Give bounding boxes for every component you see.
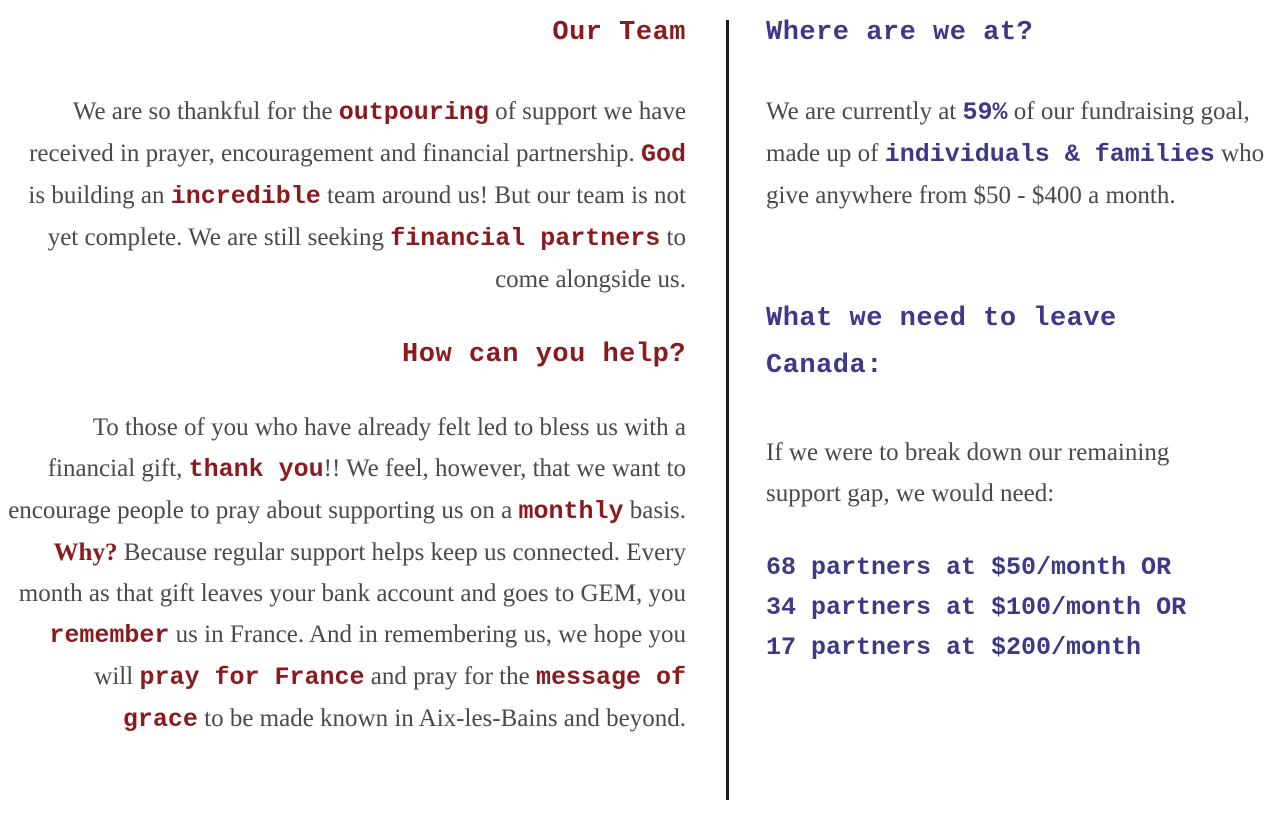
highlight-god: God	[640, 140, 686, 169]
where-are-we-at-heading: Where are we at?	[766, 18, 1034, 48]
right-column	[766, 18, 1276, 668]
partner-needs-list	[766, 548, 1276, 668]
our-team-paragraph: We are so thankful for the outpouring of support we have received in prayer, encouragement and financial partnership. God is building an incredible team around us! But our team is not yet complete. We are still seeking financial partners to come alongside us.	[28, 98, 686, 293]
where-are-we-at-paragraph: We are currently at 59% of our fundraising goal, made up of individuals & families who give anywhere from $50 - $400 a month.	[766, 98, 1265, 209]
how-can-you-help-heading: How can you help?	[402, 340, 686, 370]
partner-need-line: 17 partners at $200/month	[766, 633, 1142, 662]
highlight-monthly: monthly	[518, 497, 624, 526]
highlight-59-percent: 59%	[962, 98, 1008, 127]
highlight-outpouring: outpouring	[338, 98, 489, 127]
column-divider	[726, 20, 729, 800]
highlight-individuals-families: individuals & families	[884, 140, 1215, 169]
highlight-financial-partners: financial partners	[390, 224, 661, 253]
highlight-thank-you: thank you	[188, 455, 324, 484]
highlight-why: Why?	[53, 539, 118, 566]
highlight-incredible: incredible	[170, 182, 321, 211]
partner-need-line: 68 partners at $50/month OR	[766, 553, 1172, 582]
highlight-remember: remember	[49, 621, 170, 650]
what-we-need-intro: If we were to break down our remaining support gap, we would need:	[766, 439, 1170, 507]
highlight-pray-for-france: pray for France	[139, 663, 365, 692]
left-column	[8, 18, 686, 740]
partner-need-line: 34 partners at $100/month OR	[766, 593, 1187, 622]
our-team-heading: Our Team	[552, 18, 686, 48]
highlight-message-of-grace: message of grace	[122, 663, 686, 734]
how-can-you-help-paragraph: To those of you who have already felt led to bless us with a financial gift, thank you!! We feel, however, that we want to encourage people to pray about supporting us on a monthly basis. Why? Because regular support helps keep us connected. Every month as that gift leaves your bank account and goes to GEM, you remember us in France. And in remembering us, we hope you will pray for France and pray for the message of grace to be made known in Aix-les-Bains and beyond.	[8, 414, 686, 734]
what-we-need-heading: What we need to leave Canada:	[766, 304, 1117, 381]
